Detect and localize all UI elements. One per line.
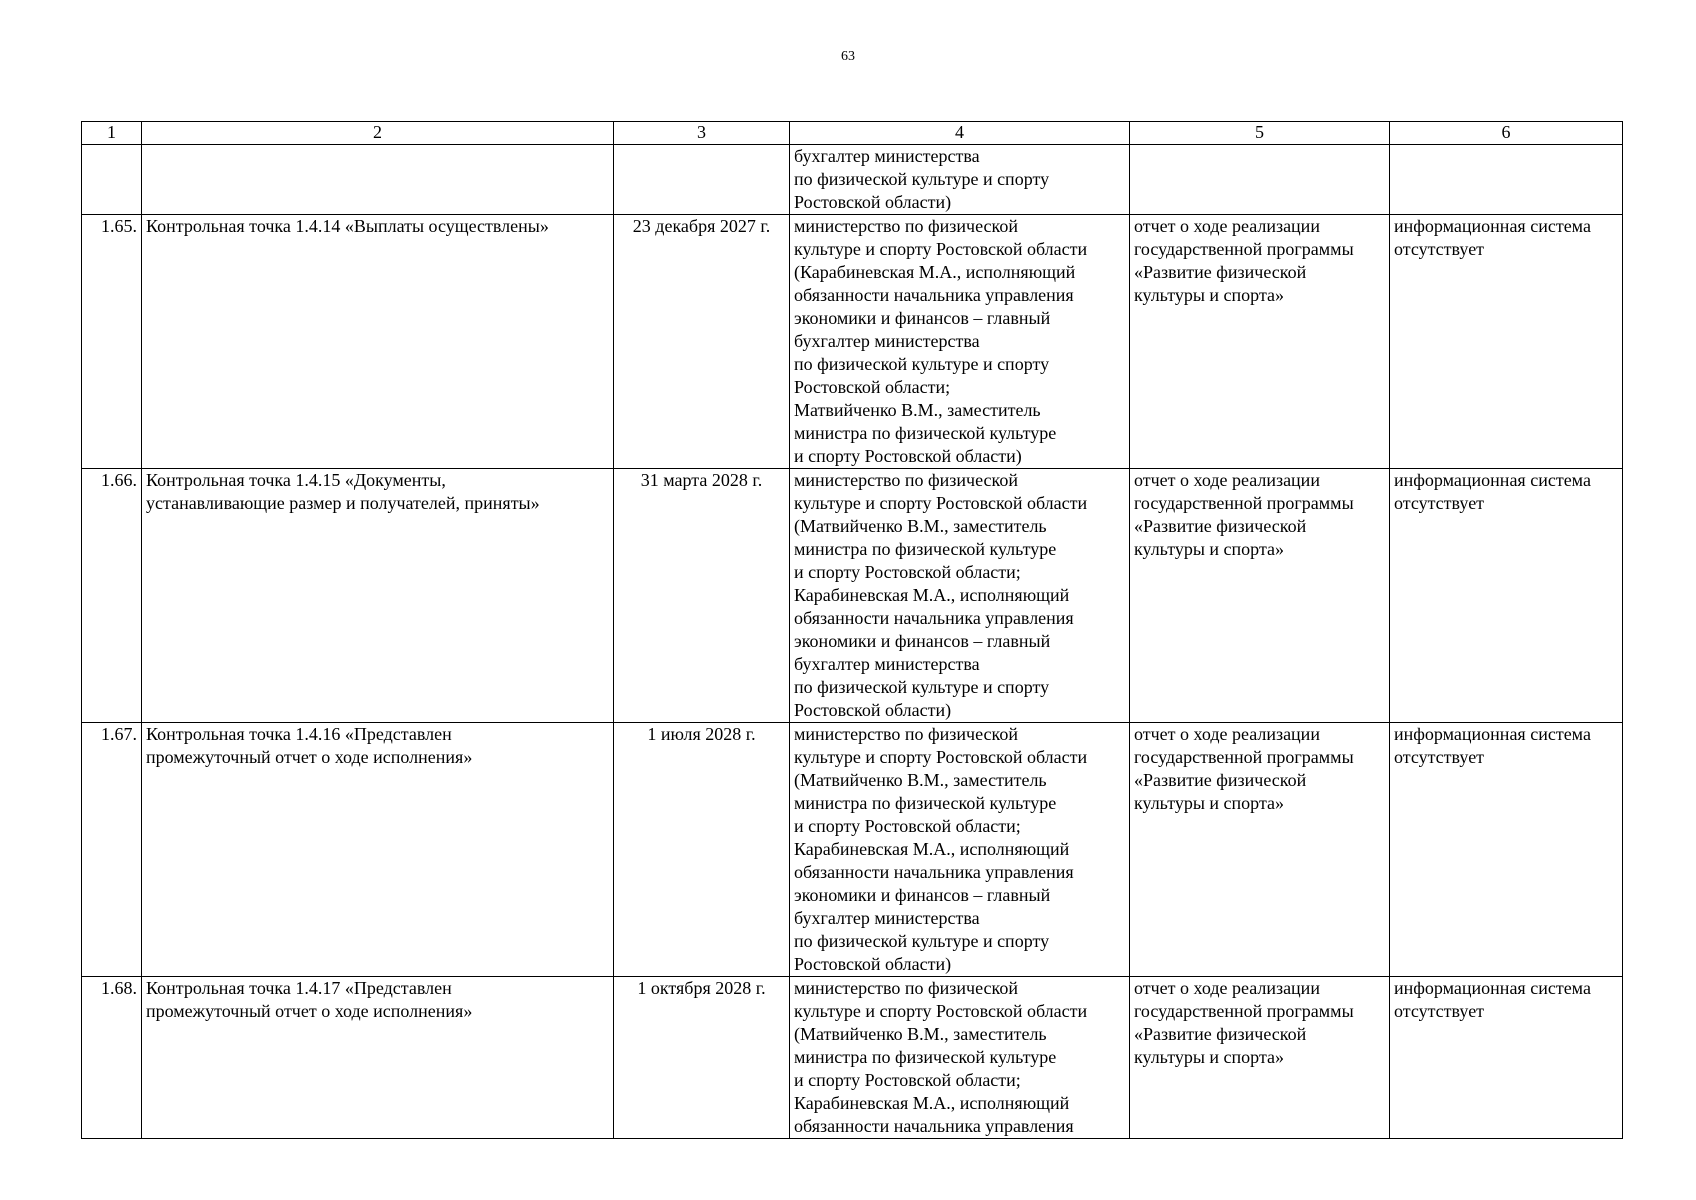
row-number-cell: 1.68. xyxy=(82,977,142,1139)
column-header: 1 xyxy=(82,122,142,145)
responsible-cell: бухгалтер министерства по физической культуре и спорту Ростовской области) xyxy=(790,145,1130,215)
control-points-table xyxy=(81,121,1623,1139)
page-number: 63 xyxy=(841,49,855,64)
control-point-name-cell: Контрольная точка 1.4.17 «Представлен промежуточный отчет о ходе исполнения» xyxy=(142,977,614,1139)
row-number-cell: 1.67. xyxy=(82,723,142,977)
column-header: 3 xyxy=(614,122,790,145)
control-point-name-cell: Контрольная точка 1.4.15 «Документы, устанавливающие размер и получателей, приняты» xyxy=(142,469,614,723)
control-point-name-cell: Контрольная точка 1.4.16 «Представлен промежуточный отчет о ходе исполнения» xyxy=(142,723,614,977)
row-number-cell xyxy=(82,145,142,215)
responsible-cell: министерство по физической культуре и спорту Ростовской области (Матвийченко В.М., заместитель министра по физической культуре и спорту Ростовской области; Карабиневская М.А., исполняющий обязанности начальника управления xyxy=(790,977,1130,1139)
information-system-cell: информационная система отсутствует xyxy=(1390,215,1623,469)
confirming-document-cell: отчет о ходе реализации государственной программы «Развитие физической культуры и спорта» xyxy=(1130,215,1390,469)
table-row xyxy=(82,145,1623,215)
column-header-row xyxy=(82,122,1623,145)
confirming-document-cell: отчет о ходе реализации государственной программы «Развитие физической культуры и спорта» xyxy=(1130,469,1390,723)
deadline-cell xyxy=(614,145,790,215)
information-system-cell: информационная система отсутствует xyxy=(1390,723,1623,977)
control-point-name-cell xyxy=(142,145,614,215)
column-header: 6 xyxy=(1390,122,1623,145)
row-number-cell: 1.66. xyxy=(82,469,142,723)
deadline-cell: 1 октября 2028 г. xyxy=(614,977,790,1139)
column-header: 5 xyxy=(1130,122,1390,145)
column-header: 2 xyxy=(142,122,614,145)
information-system-cell xyxy=(1390,145,1623,215)
deadline-cell: 31 марта 2028 г. xyxy=(614,469,790,723)
column-header: 4 xyxy=(790,122,1130,145)
information-system-cell: информационная система отсутствует xyxy=(1390,469,1623,723)
table-row xyxy=(82,977,1623,1139)
responsible-cell: министерство по физической культуре и спорту Ростовской области (Карабиневская М.А., исполняющий обязанности начальника управления экономики и финансов – главный бухгалтер министерства по физической культуре и спорту Ростовской области; Матвийченко В.М., заместитель министра по физической культуре и спорту Ростовской области) xyxy=(790,215,1130,469)
deadline-cell: 23 декабря 2027 г. xyxy=(614,215,790,469)
responsible-cell: министерство по физической культуре и спорту Ростовской области (Матвийченко В.М., заместитель министра по физической культуре и спорту Ростовской области; Карабиневская М.А., исполняющий обязанности начальника управления экономики и финансов – главный бухгалтер министерства по физической культуре и спорту Ростовской области) xyxy=(790,469,1130,723)
confirming-document-cell xyxy=(1130,145,1390,215)
responsible-cell: министерство по физической культуре и спорту Ростовской области (Матвийченко В.М., заместитель министра по физической культуре и спорту Ростовской области; Карабиневская М.А., исполняющий обязанности начальника управления экономики и финансов – главный бухгалтер министерства по физической культуре и спорту Ростовской области) xyxy=(790,723,1130,977)
control-point-name-cell: Контрольная точка 1.4.14 «Выплаты осуществлены» xyxy=(142,215,614,469)
deadline-cell: 1 июля 2028 г. xyxy=(614,723,790,977)
confirming-document-cell: отчет о ходе реализации государственной программы «Развитие физической культуры и спорта» xyxy=(1130,977,1390,1139)
table-row xyxy=(82,215,1623,469)
confirming-document-cell: отчет о ходе реализации государственной программы «Развитие физической культуры и спорта» xyxy=(1130,723,1390,977)
information-system-cell: информационная система отсутствует xyxy=(1390,977,1623,1139)
row-number-cell: 1.65. xyxy=(82,215,142,469)
table-row xyxy=(82,723,1623,977)
table-row xyxy=(82,469,1623,723)
